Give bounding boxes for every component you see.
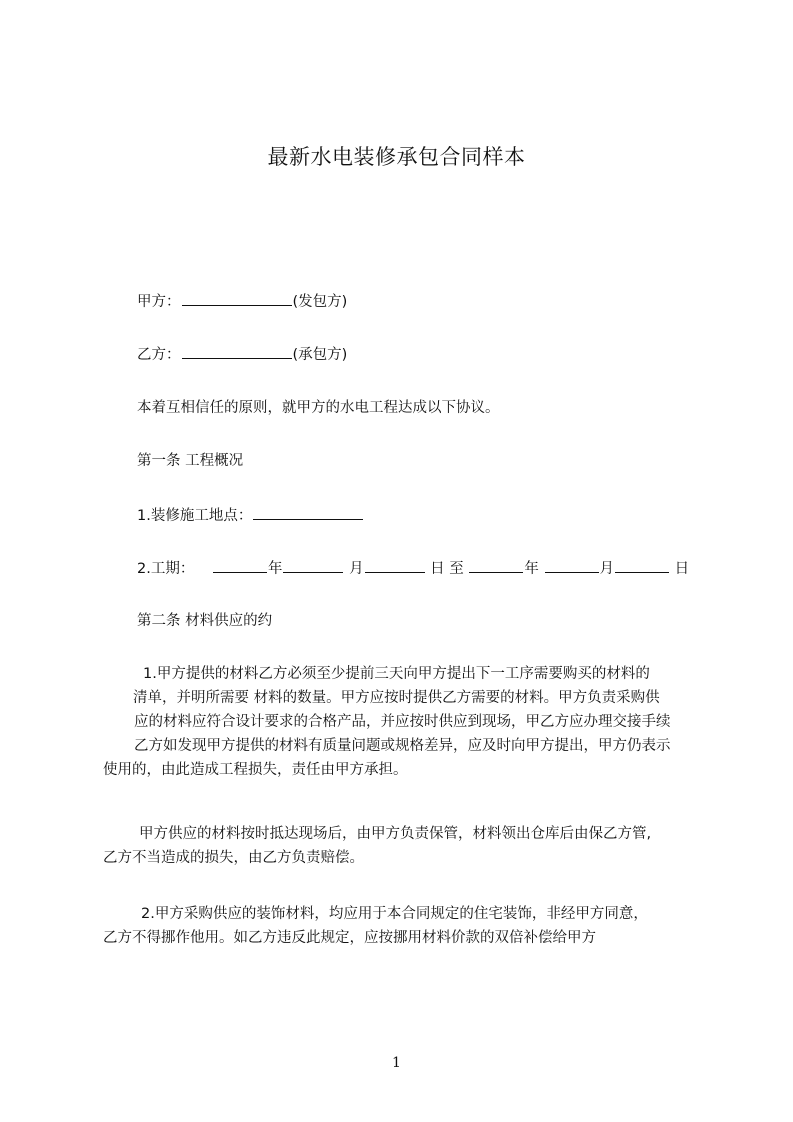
item-1-label: 1.装修施工地点：	[137, 508, 253, 524]
paragraph-3-line: 乙方不得挪作他用。如乙方违反此规定，应按挪用材料价款的双倍补偿给甲方	[103, 930, 596, 946]
article-2-heading: 第二条 材料供应的约	[137, 613, 273, 629]
document-title: 最新水电装修承包合同样本	[267, 145, 526, 169]
item-2-line	[137, 558, 689, 579]
end-day-blank	[615, 558, 669, 573]
paragraph-1-line: 清单，并明所需要 材料的数量。甲方应按时提供乙方需要的材料。甲方负责采购供	[133, 690, 660, 706]
party-b-role: (承包方)	[292, 347, 348, 363]
paragraph-1	[103, 662, 703, 782]
item-1-line	[137, 505, 364, 526]
party-a-label: 甲方：	[137, 294, 181, 310]
end-year-label: 年	[524, 561, 539, 577]
intro-text: 本着互相信任的原则，就甲方的水电工程达成以下协议。	[137, 400, 500, 416]
article-1-heading: 第一条 工程概况	[137, 453, 244, 469]
end-month-blank	[545, 558, 599, 573]
end-day-label: 日	[674, 561, 690, 577]
paragraph-1-line: 应的材料应符合设计要求的合格产品，并应按时供应到现场，甲乙方应办理交接手续	[134, 714, 671, 730]
start-year-blank	[213, 558, 267, 573]
party-b-line	[137, 344, 347, 365]
paragraph-2-line: 乙方不当造成的损失，由乙方负责赔偿。	[103, 850, 364, 866]
party-a-role: (发包方)	[292, 294, 348, 310]
party-a-blank	[182, 291, 292, 306]
end-year-blank	[469, 558, 523, 573]
paragraph-2	[103, 822, 703, 870]
paragraph-1-line: 使用的，由此造成工程损失，责任由甲方承担。	[103, 762, 408, 778]
page-number: 1	[392, 1055, 401, 1071]
paragraph-1-line: 1.甲方提供的材料乙方必须至少提前三天向甲方提出下一工序需要购买的材料的	[143, 666, 650, 682]
start-year-label: 年	[267, 561, 283, 577]
paragraph-2-line: 甲方供应的材料按时抵达现场后，由甲方负责保管，材料领出仓库后由保乙方管,	[139, 826, 652, 842]
party-b-blank	[182, 344, 292, 359]
party-a-line	[137, 291, 347, 312]
paragraph-1-line: 乙方如发现甲方提供的材料有质量问题或规格差异，应及时向甲方提出，甲方仍表示	[134, 738, 671, 754]
start-month-label: 月	[349, 561, 364, 577]
paragraph-3	[103, 902, 703, 950]
to-label: 至	[449, 561, 464, 577]
item-2-label: 2.工期：	[137, 561, 195, 577]
start-month-blank	[283, 558, 343, 573]
start-day-blank	[365, 558, 425, 573]
start-day-label: 日	[430, 561, 445, 577]
site-address-blank	[253, 505, 363, 520]
end-month-label: 月	[599, 561, 614, 577]
paragraph-3-line: 2.甲方采购供应的装饰材料，均应用于本合同规定的住宅装饰，非经甲方同意，	[141, 906, 648, 922]
party-b-label: 乙方：	[137, 347, 181, 363]
